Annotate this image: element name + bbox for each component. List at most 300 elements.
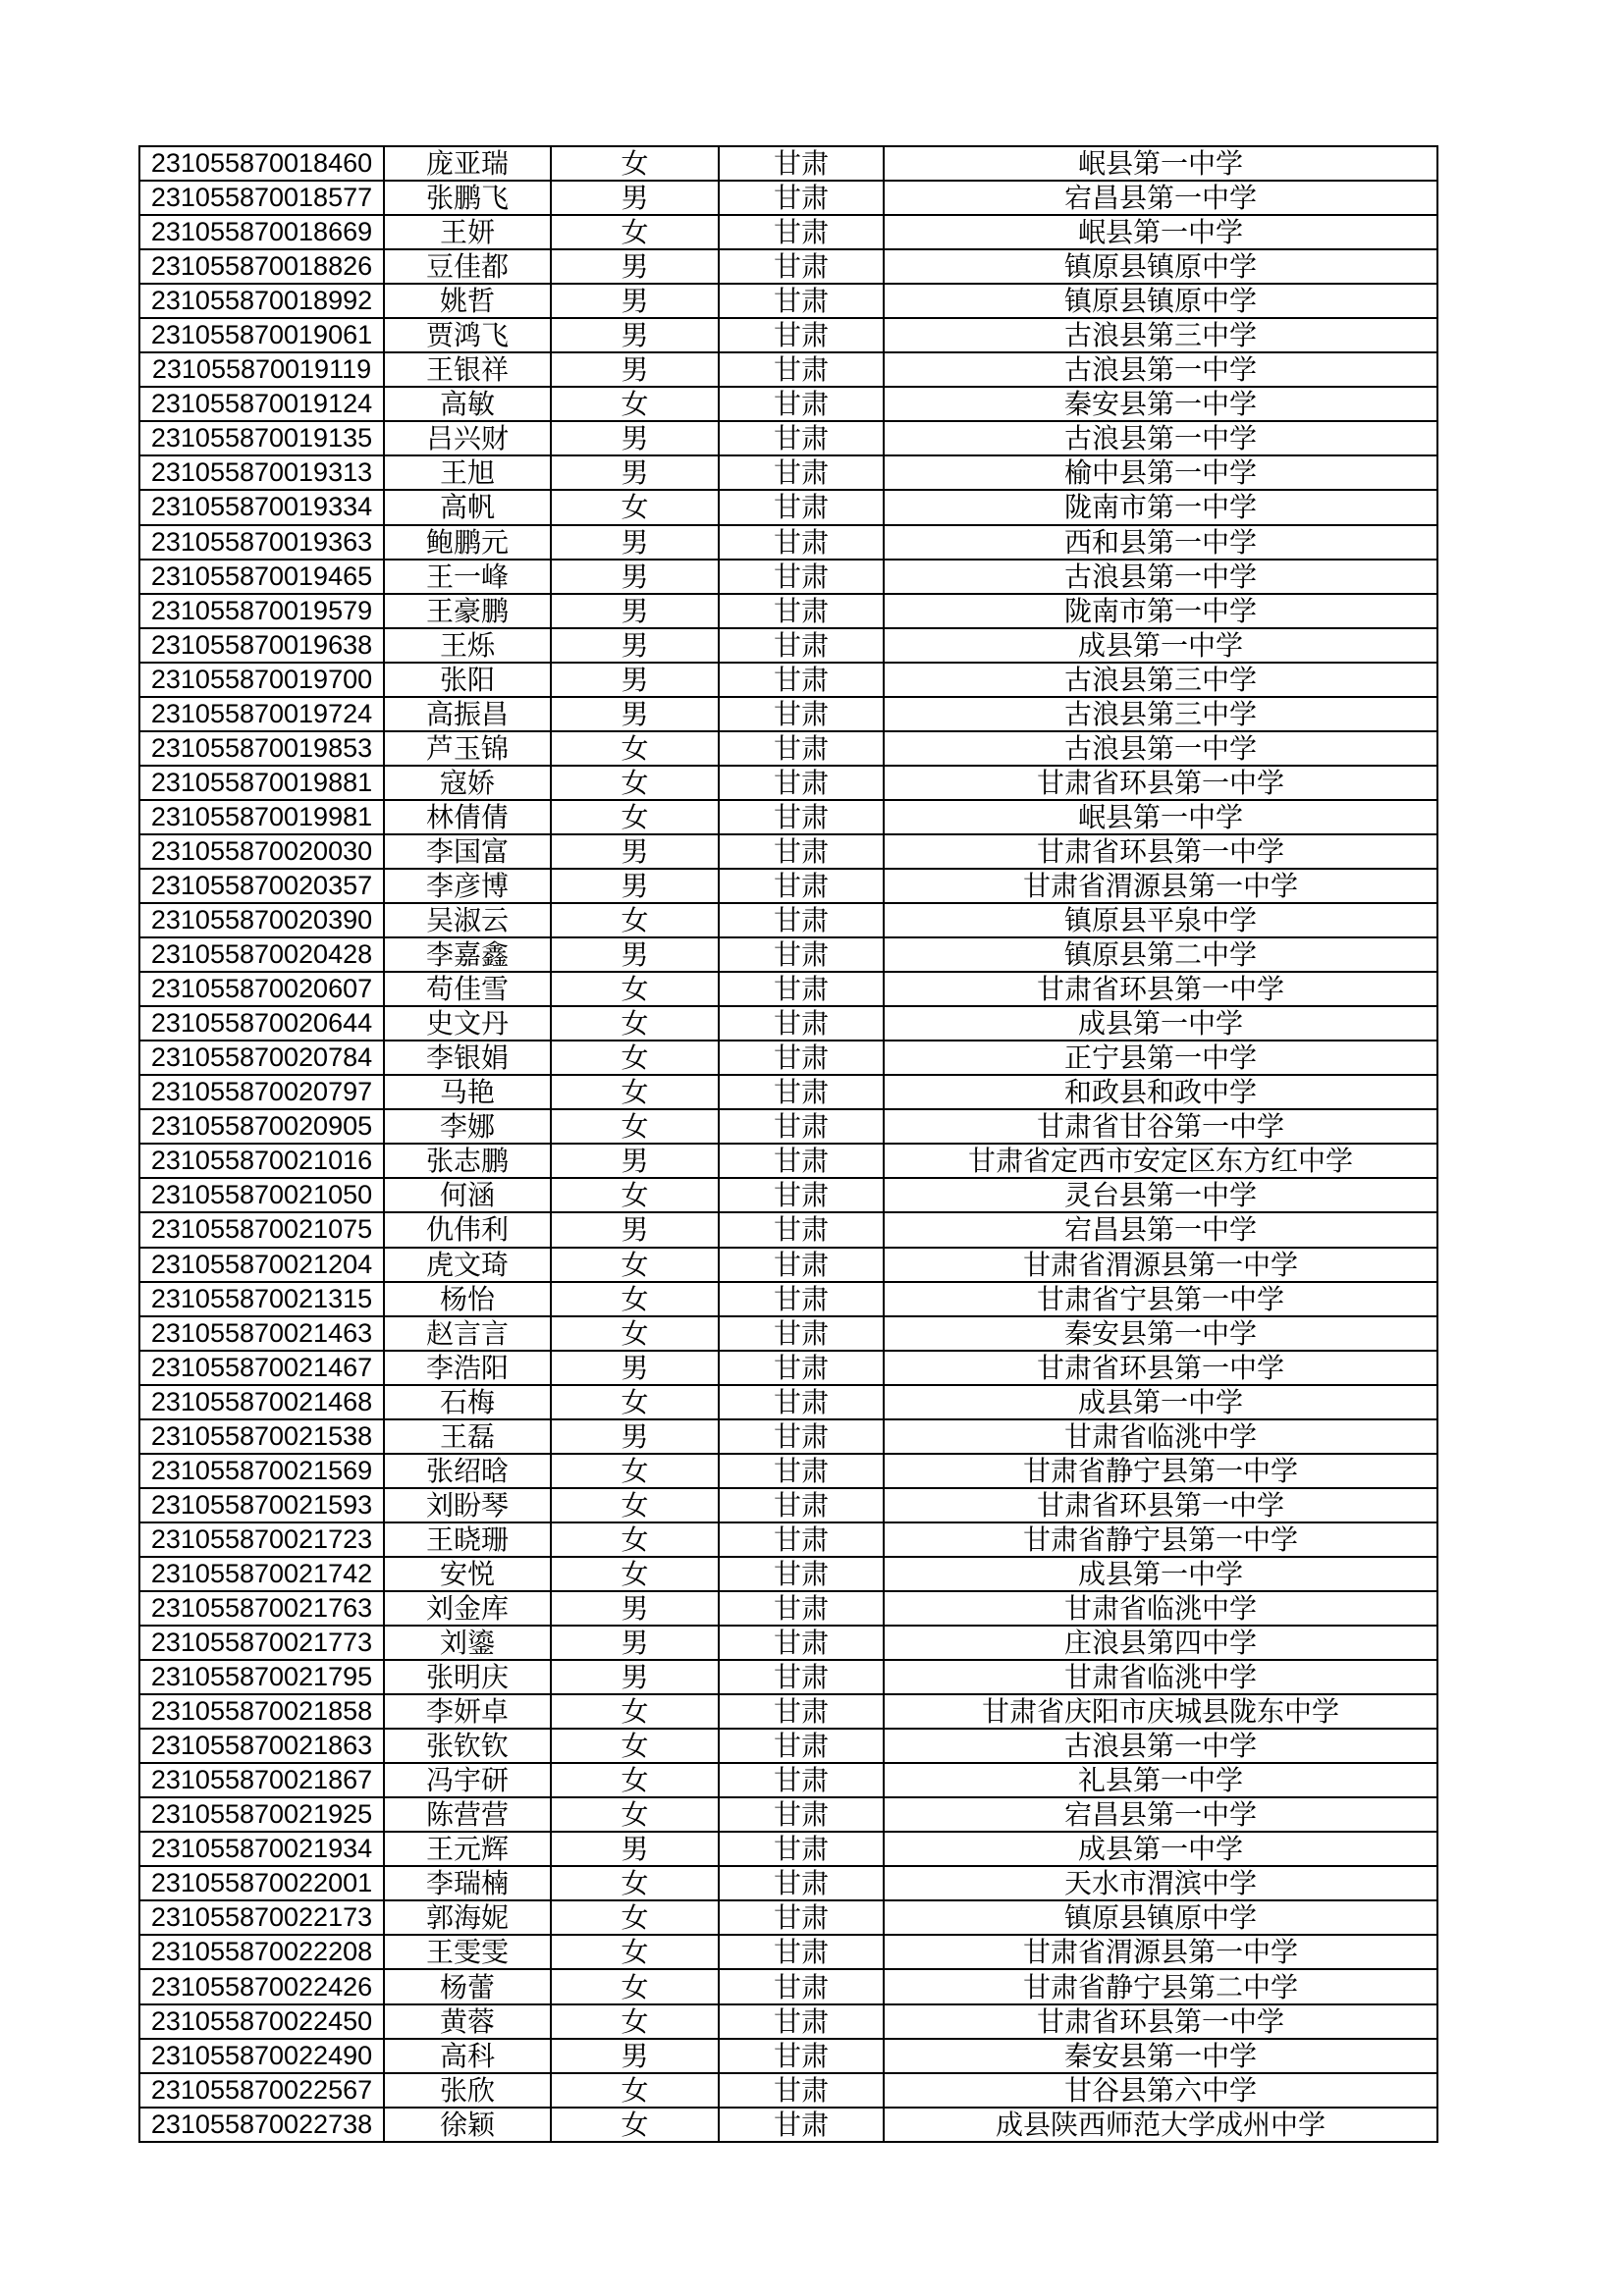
table-row <box>139 2108 1437 2142</box>
gender-cell: 女 <box>551 1282 719 1316</box>
exam-id-cell: 231055870021463 <box>139 1316 384 1351</box>
gender-cell: 女 <box>551 2004 719 2039</box>
student-name-cell: 徐颖 <box>384 2108 551 2142</box>
gender-cell: 女 <box>551 1075 719 1109</box>
province-cell: 甘肃 <box>719 1866 884 1900</box>
gender-cell: 男 <box>551 663 719 697</box>
table-row <box>139 387 1437 421</box>
student-name-cell: 黄蓉 <box>384 2004 551 2039</box>
student-name-cell: 贾鸿飞 <box>384 318 551 352</box>
province-cell: 甘肃 <box>719 1212 884 1247</box>
table-row <box>139 1212 1437 1247</box>
exam-id-cell: 231055870018992 <box>139 284 384 318</box>
province-cell: 甘肃 <box>719 972 884 1006</box>
province-cell: 甘肃 <box>719 284 884 318</box>
exam-id-cell: 231055870021569 <box>139 1454 384 1488</box>
exam-id-cell: 231055870018826 <box>139 249 384 284</box>
school-cell: 甘肃省渭源县第一中学 <box>884 1248 1437 1282</box>
gender-cell: 女 <box>551 1969 719 2003</box>
gender-cell: 男 <box>551 937 719 972</box>
province-cell: 甘肃 <box>719 1694 884 1729</box>
school-cell: 甘肃省庆阳市庆城县陇东中学 <box>884 1694 1437 1729</box>
gender-cell: 女 <box>551 490 719 524</box>
table-row <box>139 1694 1437 1729</box>
province-cell: 甘肃 <box>719 869 884 903</box>
exam-id-cell: 231055870019700 <box>139 663 384 697</box>
exam-id-cell: 231055870019724 <box>139 697 384 731</box>
school-cell: 古浪县第三中学 <box>884 697 1437 731</box>
student-name-cell: 张欣 <box>384 2073 551 2108</box>
gender-cell: 男 <box>551 560 719 594</box>
province-cell: 甘肃 <box>719 1522 884 1557</box>
student-name-cell: 高帆 <box>384 490 551 524</box>
exam-id-cell: 231055870020607 <box>139 972 384 1006</box>
exam-id-cell: 231055870022426 <box>139 1969 384 2003</box>
gender-cell: 女 <box>551 215 719 249</box>
exam-id-cell: 231055870021934 <box>139 1832 384 1866</box>
exam-id-cell: 231055870019124 <box>139 387 384 421</box>
province-cell: 甘肃 <box>719 387 884 421</box>
student-name-cell: 姚哲 <box>384 284 551 318</box>
student-name-cell: 王雯雯 <box>384 1935 551 1969</box>
school-cell: 成县第一中学 <box>884 1385 1437 1419</box>
exam-id-cell: 231055870019334 <box>139 490 384 524</box>
student-name-cell: 王磊 <box>384 1419 551 1454</box>
gender-cell: 女 <box>551 1248 719 1282</box>
province-cell: 甘肃 <box>719 1144 884 1178</box>
province-cell: 甘肃 <box>719 2073 884 2108</box>
gender-cell: 男 <box>551 352 719 387</box>
province-cell: 甘肃 <box>719 1248 884 1282</box>
student-name-cell: 王旭 <box>384 455 551 490</box>
exam-id-cell: 231055870020428 <box>139 937 384 972</box>
student-name-cell: 王妍 <box>384 215 551 249</box>
gender-cell: 女 <box>551 1729 719 1763</box>
table-row <box>139 455 1437 490</box>
gender-cell: 女 <box>551 1006 719 1041</box>
student-name-cell: 吴淑云 <box>384 903 551 937</box>
exam-id-cell: 231055870019119 <box>139 352 384 387</box>
student-name-cell: 张志鹏 <box>384 1144 551 1178</box>
table-row <box>139 181 1437 215</box>
gender-cell: 男 <box>551 1591 719 1626</box>
province-cell: 甘肃 <box>719 1557 884 1591</box>
school-cell: 礼县第一中学 <box>884 1763 1437 1797</box>
school-cell: 岷县第一中学 <box>884 800 1437 834</box>
student-name-cell: 刘鎏 <box>384 1626 551 1660</box>
exam-id-cell: 231055870019313 <box>139 455 384 490</box>
province-cell: 甘肃 <box>719 1282 884 1316</box>
province-cell: 甘肃 <box>719 181 884 215</box>
school-cell: 甘肃省临洮中学 <box>884 1591 1437 1626</box>
province-cell: 甘肃 <box>719 318 884 352</box>
province-cell: 甘肃 <box>719 1419 884 1454</box>
exam-id-cell: 231055870021204 <box>139 1248 384 1282</box>
province-cell: 甘肃 <box>719 1385 884 1419</box>
student-name-cell: 石梅 <box>384 1385 551 1419</box>
school-cell: 古浪县第一中学 <box>884 1729 1437 1763</box>
school-cell: 古浪县第三中学 <box>884 663 1437 697</box>
school-cell: 宕昌县第一中学 <box>884 1797 1437 1832</box>
exam-id-cell: 231055870019061 <box>139 318 384 352</box>
school-cell: 秦安县第一中学 <box>884 387 1437 421</box>
school-cell: 成县陕西师范大学成州中学 <box>884 2108 1437 2142</box>
student-name-cell: 刘盼琴 <box>384 1488 551 1522</box>
table-row <box>139 1488 1437 1522</box>
gender-cell: 女 <box>551 1109 719 1144</box>
gender-cell: 女 <box>551 903 719 937</box>
table-row <box>139 628 1437 663</box>
gender-cell: 女 <box>551 2108 719 2142</box>
province-cell: 甘肃 <box>719 1797 884 1832</box>
province-cell: 甘肃 <box>719 1351 884 1385</box>
school-cell: 古浪县第三中学 <box>884 318 1437 352</box>
gender-cell: 男 <box>551 1626 719 1660</box>
student-name-cell: 王银祥 <box>384 352 551 387</box>
gender-cell: 女 <box>551 387 719 421</box>
school-cell: 甘谷县第六中学 <box>884 2073 1437 2108</box>
student-name-cell: 高科 <box>384 2039 551 2073</box>
table-row <box>139 1866 1437 1900</box>
exam-id-cell: 231055870021593 <box>139 1488 384 1522</box>
school-cell: 甘肃省环县第一中学 <box>884 1351 1437 1385</box>
school-cell: 和政县和政中学 <box>884 1075 1437 1109</box>
gender-cell: 男 <box>551 869 719 903</box>
table-row <box>139 1454 1437 1488</box>
gender-cell: 女 <box>551 1900 719 1935</box>
province-cell: 甘肃 <box>719 1591 884 1626</box>
province-cell: 甘肃 <box>719 628 884 663</box>
gender-cell: 男 <box>551 1419 719 1454</box>
province-cell: 甘肃 <box>719 1316 884 1351</box>
province-cell: 甘肃 <box>719 834 884 869</box>
school-cell: 甘肃省甘谷第一中学 <box>884 1109 1437 1144</box>
province-cell: 甘肃 <box>719 1900 884 1935</box>
table-row <box>139 146 1437 181</box>
student-name-cell: 郭海妮 <box>384 1900 551 1935</box>
school-cell: 甘肃省临洮中学 <box>884 1660 1437 1694</box>
gender-cell: 女 <box>551 1557 719 1591</box>
exam-id-cell: 231055870021016 <box>139 1144 384 1178</box>
school-cell: 秦安县第一中学 <box>884 1316 1437 1351</box>
province-cell: 甘肃 <box>719 1006 884 1041</box>
school-cell: 镇原县镇原中学 <box>884 249 1437 284</box>
admission-list-body <box>139 146 1437 2142</box>
province-cell: 甘肃 <box>719 1454 884 1488</box>
province-cell: 甘肃 <box>719 1935 884 1969</box>
table-row <box>139 1591 1437 1626</box>
gender-cell: 女 <box>551 1488 719 1522</box>
table-row <box>139 2073 1437 2108</box>
exam-id-cell: 231055870022567 <box>139 2073 384 2108</box>
student-name-cell: 李彦博 <box>384 869 551 903</box>
student-name-cell: 王豪鹏 <box>384 594 551 628</box>
school-cell: 甘肃省静宁县第二中学 <box>884 1969 1437 2003</box>
school-cell: 甘肃省环县第一中学 <box>884 1488 1437 1522</box>
student-name-cell: 吕兴财 <box>384 421 551 455</box>
exam-id-cell: 231055870018669 <box>139 215 384 249</box>
province-cell: 甘肃 <box>719 1109 884 1144</box>
student-name-cell: 赵言言 <box>384 1316 551 1351</box>
province-cell: 甘肃 <box>719 594 884 628</box>
province-cell: 甘肃 <box>719 249 884 284</box>
province-cell: 甘肃 <box>719 663 884 697</box>
province-cell: 甘肃 <box>719 1488 884 1522</box>
gender-cell: 男 <box>551 249 719 284</box>
table-row <box>139 594 1437 628</box>
table-row <box>139 1935 1437 1969</box>
exam-id-cell: 231055870022450 <box>139 2004 384 2039</box>
school-cell: 正宁县第一中学 <box>884 1041 1437 1075</box>
exam-id-cell: 231055870019363 <box>139 525 384 560</box>
school-cell: 甘肃省环县第一中学 <box>884 2004 1437 2039</box>
table-row <box>139 421 1437 455</box>
school-cell: 甘肃省临洮中学 <box>884 1419 1437 1454</box>
table-row <box>139 697 1437 731</box>
gender-cell: 女 <box>551 731 719 766</box>
province-cell: 甘肃 <box>719 2039 884 2073</box>
school-cell: 甘肃省定西市安定区东方红中学 <box>884 1144 1437 1178</box>
province-cell: 甘肃 <box>719 937 884 972</box>
exam-id-cell: 231055870022173 <box>139 1900 384 1935</box>
school-cell: 甘肃省渭源县第一中学 <box>884 1935 1437 1969</box>
province-cell: 甘肃 <box>719 352 884 387</box>
province-cell: 甘肃 <box>719 1729 884 1763</box>
exam-id-cell: 231055870021468 <box>139 1385 384 1419</box>
student-name-cell: 李妍卓 <box>384 1694 551 1729</box>
student-name-cell: 王晓珊 <box>384 1522 551 1557</box>
exam-id-cell: 231055870020357 <box>139 869 384 903</box>
school-cell: 镇原县第二中学 <box>884 937 1437 972</box>
gender-cell: 男 <box>551 284 719 318</box>
gender-cell: 男 <box>551 421 719 455</box>
exam-id-cell: 231055870021858 <box>139 1694 384 1729</box>
school-cell: 甘肃省静宁县第一中学 <box>884 1522 1437 1557</box>
student-name-cell: 王一峰 <box>384 560 551 594</box>
exam-id-cell: 231055870019465 <box>139 560 384 594</box>
table-row <box>139 1041 1437 1075</box>
exam-id-cell: 231055870019135 <box>139 421 384 455</box>
school-cell: 宕昌县第一中学 <box>884 181 1437 215</box>
table-row <box>139 1385 1437 1419</box>
table-row <box>139 1729 1437 1763</box>
school-cell: 成县第一中学 <box>884 1557 1437 1591</box>
table-row <box>139 284 1437 318</box>
table-row <box>139 1832 1437 1866</box>
exam-id-cell: 231055870021315 <box>139 1282 384 1316</box>
student-name-cell: 王元辉 <box>384 1832 551 1866</box>
exam-id-cell: 231055870020644 <box>139 1006 384 1041</box>
student-name-cell: 苟佳雪 <box>384 972 551 1006</box>
gender-cell: 男 <box>551 628 719 663</box>
exam-id-cell: 231055870020030 <box>139 834 384 869</box>
exam-id-cell: 231055870022208 <box>139 1935 384 1969</box>
student-name-cell: 杨怡 <box>384 1282 551 1316</box>
exam-id-cell: 231055870020797 <box>139 1075 384 1109</box>
province-cell: 甘肃 <box>719 2004 884 2039</box>
exam-id-cell: 231055870021742 <box>139 1557 384 1591</box>
exam-id-cell: 231055870019981 <box>139 800 384 834</box>
gender-cell: 女 <box>551 2073 719 2108</box>
exam-id-cell: 231055870021773 <box>139 1626 384 1660</box>
exam-id-cell: 231055870019881 <box>139 766 384 800</box>
gender-cell: 男 <box>551 1351 719 1385</box>
student-name-cell: 张钦钦 <box>384 1729 551 1763</box>
student-name-cell: 虎文琦 <box>384 1248 551 1282</box>
student-name-cell: 何涵 <box>384 1178 551 1212</box>
exam-id-cell: 231055870021867 <box>139 1763 384 1797</box>
table-row <box>139 2039 1437 2073</box>
student-name-cell: 张鹏飞 <box>384 181 551 215</box>
province-cell: 甘肃 <box>719 2108 884 2142</box>
table-row <box>139 560 1437 594</box>
table-row <box>139 1075 1437 1109</box>
exam-id-cell: 231055870021467 <box>139 1351 384 1385</box>
exam-id-cell: 231055870020390 <box>139 903 384 937</box>
province-cell: 甘肃 <box>719 455 884 490</box>
exam-id-cell: 231055870021763 <box>139 1591 384 1626</box>
province-cell: 甘肃 <box>719 1763 884 1797</box>
exam-id-cell: 231055870022738 <box>139 2108 384 2142</box>
table-row <box>139 1900 1437 1935</box>
gender-cell: 男 <box>551 1212 719 1247</box>
exam-id-cell: 231055870021863 <box>139 1729 384 1763</box>
table-row <box>139 972 1437 1006</box>
table-row <box>139 1144 1437 1178</box>
school-cell: 甘肃省环县第一中学 <box>884 766 1437 800</box>
student-name-cell: 李银娟 <box>384 1041 551 1075</box>
gender-cell: 女 <box>551 1797 719 1832</box>
province-cell: 甘肃 <box>719 215 884 249</box>
student-name-cell: 安悦 <box>384 1557 551 1591</box>
student-name-cell: 李瑞楠 <box>384 1866 551 1900</box>
exam-id-cell: 231055870018460 <box>139 146 384 181</box>
table-row <box>139 1282 1437 1316</box>
table-row <box>139 731 1437 766</box>
school-cell: 镇原县镇原中学 <box>884 284 1437 318</box>
table-row <box>139 1797 1437 1832</box>
province-cell: 甘肃 <box>719 525 884 560</box>
student-name-cell: 高振昌 <box>384 697 551 731</box>
student-name-cell: 陈营营 <box>384 1797 551 1832</box>
table-row <box>139 1969 1437 2003</box>
table-row <box>139 1316 1437 1351</box>
table-row <box>139 937 1437 972</box>
exam-id-cell: 231055870020784 <box>139 1041 384 1075</box>
student-name-cell: 张阳 <box>384 663 551 697</box>
exam-id-cell: 231055870022001 <box>139 1866 384 1900</box>
province-cell: 甘肃 <box>719 1178 884 1212</box>
admission-list-table <box>138 145 1438 2143</box>
school-cell: 成县第一中学 <box>884 1832 1437 1866</box>
school-cell: 庄浪县第四中学 <box>884 1626 1437 1660</box>
province-cell: 甘肃 <box>719 1832 884 1866</box>
table-row <box>139 1763 1437 1797</box>
gender-cell: 男 <box>551 318 719 352</box>
table-row <box>139 249 1437 284</box>
gender-cell: 女 <box>551 1178 719 1212</box>
table-row <box>139 2004 1437 2039</box>
gender-cell: 女 <box>551 1454 719 1488</box>
exam-id-cell: 231055870019579 <box>139 594 384 628</box>
school-cell: 镇原县平泉中学 <box>884 903 1437 937</box>
student-name-cell: 李国富 <box>384 834 551 869</box>
school-cell: 成县第一中学 <box>884 628 1437 663</box>
gender-cell: 女 <box>551 1316 719 1351</box>
table-row <box>139 1419 1437 1454</box>
province-cell: 甘肃 <box>719 560 884 594</box>
table-row <box>139 800 1437 834</box>
table-row <box>139 1626 1437 1660</box>
school-cell: 甘肃省渭源县第一中学 <box>884 869 1437 903</box>
table-row <box>139 490 1437 524</box>
gender-cell: 男 <box>551 834 719 869</box>
province-cell: 甘肃 <box>719 731 884 766</box>
gender-cell: 男 <box>551 594 719 628</box>
student-name-cell: 高敏 <box>384 387 551 421</box>
province-cell: 甘肃 <box>719 490 884 524</box>
student-name-cell: 仇伟利 <box>384 1212 551 1247</box>
school-cell: 甘肃省环县第一中学 <box>884 834 1437 869</box>
gender-cell: 女 <box>551 1385 719 1419</box>
school-cell: 古浪县第一中学 <box>884 421 1437 455</box>
table-row <box>139 1660 1437 1694</box>
table-row <box>139 1557 1437 1591</box>
student-name-cell: 林倩倩 <box>384 800 551 834</box>
province-cell: 甘肃 <box>719 800 884 834</box>
gender-cell: 女 <box>551 800 719 834</box>
province-cell: 甘肃 <box>719 903 884 937</box>
table-row <box>139 1351 1437 1385</box>
gender-cell: 女 <box>551 1041 719 1075</box>
province-cell: 甘肃 <box>719 1660 884 1694</box>
exam-id-cell: 231055870019853 <box>139 731 384 766</box>
exam-id-cell: 231055870021723 <box>139 1522 384 1557</box>
school-cell: 岷县第一中学 <box>884 215 1437 249</box>
exam-id-cell: 231055870021925 <box>139 1797 384 1832</box>
table-row <box>139 1109 1437 1144</box>
gender-cell: 女 <box>551 1866 719 1900</box>
exam-id-cell: 231055870021538 <box>139 1419 384 1454</box>
gender-cell: 男 <box>551 525 719 560</box>
gender-cell: 男 <box>551 1832 719 1866</box>
gender-cell: 女 <box>551 1694 719 1729</box>
student-name-cell: 史文丹 <box>384 1006 551 1041</box>
student-name-cell: 马艳 <box>384 1075 551 1109</box>
table-row <box>139 1522 1437 1557</box>
province-cell: 甘肃 <box>719 766 884 800</box>
table-row <box>139 766 1437 800</box>
table-row <box>139 1248 1437 1282</box>
student-name-cell: 庞亚瑞 <box>384 146 551 181</box>
province-cell: 甘肃 <box>719 1041 884 1075</box>
school-cell: 西和县第一中学 <box>884 525 1437 560</box>
school-cell: 镇原县镇原中学 <box>884 1900 1437 1935</box>
student-name-cell: 杨蕾 <box>384 1969 551 2003</box>
school-cell: 陇南市第一中学 <box>884 594 1437 628</box>
province-cell: 甘肃 <box>719 1626 884 1660</box>
school-cell: 古浪县第一中学 <box>884 560 1437 594</box>
school-cell: 甘肃省静宁县第一中学 <box>884 1454 1437 1488</box>
student-name-cell: 寇娇 <box>384 766 551 800</box>
student-name-cell: 张明庆 <box>384 1660 551 1694</box>
school-cell: 秦安县第一中学 <box>884 2039 1437 2073</box>
school-cell: 古浪县第一中学 <box>884 352 1437 387</box>
province-cell: 甘肃 <box>719 421 884 455</box>
gender-cell: 男 <box>551 1660 719 1694</box>
exam-id-cell: 231055870019638 <box>139 628 384 663</box>
school-cell: 灵台县第一中学 <box>884 1178 1437 1212</box>
